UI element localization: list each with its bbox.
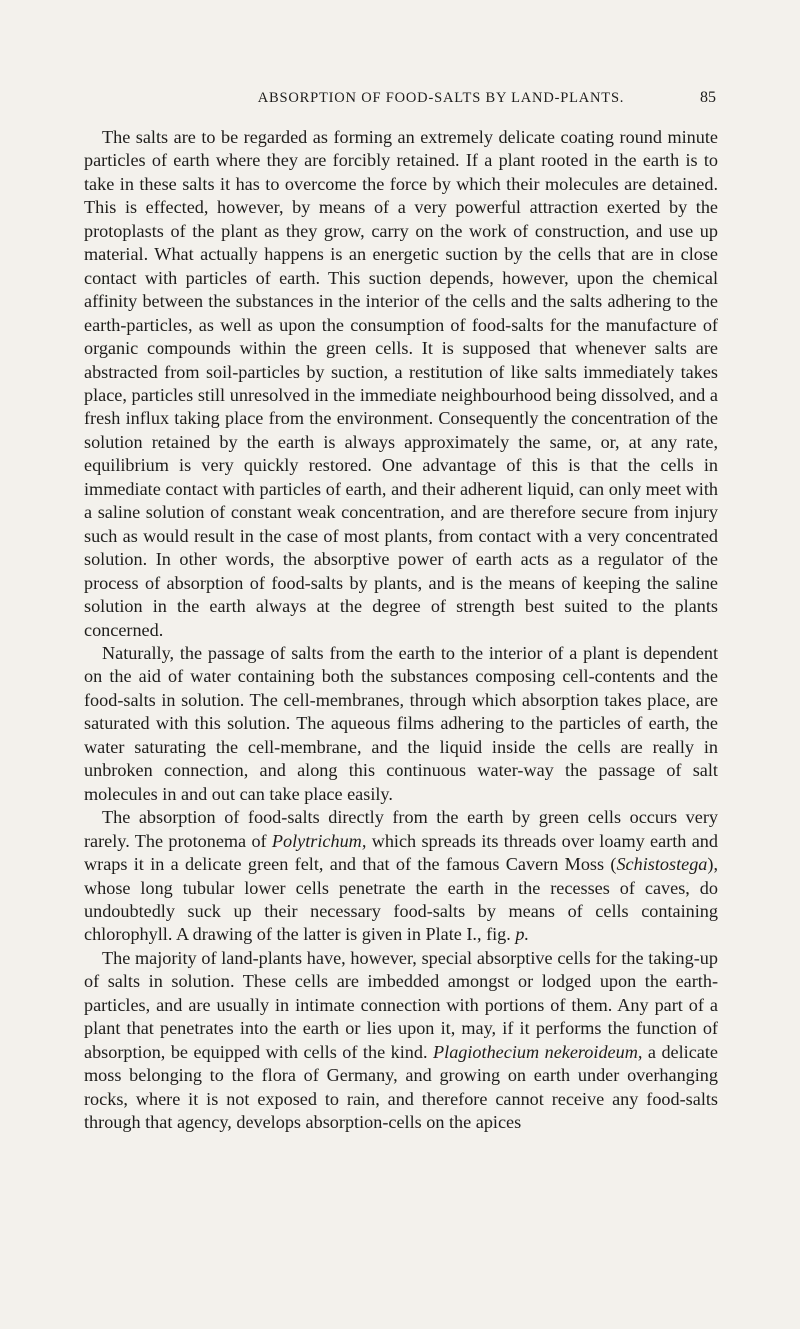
paragraph-1: The salts are to be regarded as forming an extremely delicate coating round minute particles of earth where they are forcibly retained. If a plant rooted in the earth is to take in these salts it has to overcome the force by which their molecules are detained. This is effected, however, by means of a very powerful attraction exerted by the protoplasts of the plant as they grow, carry on the work of construction, and use up material. What actually happens is an energetic suction by the cells that are in close contact with particles of earth. This suction depends, however, upon the chemical affinity between the substances in the interior of the cells and the salts adhering to the earth-particles, as well as upon the consumption of food-salts for the manufacture of organic compounds within the green cells. It is supposed that whenever salts are abstracted from soil-particles by suction, a restitution of like salts immediately takes place, particles still unresolved in the immediate neighbourhood being dissolved, and a fresh influx taking place from the environment. Consequently the concentration of the solution retained by the earth is always approximately the same, or, at any rate, equilibrium is very quickly restored. One advantage of this is that the cells in immediate contact with particles of earth, and their adherent liquid, can only meet with a saline solution of constant weak concentration, and are therefore secure from injury such as would result in the case of most plants, from contact with a very concentrated solution. In other words, the absorptive power of earth acts as a regulator of the process of absorption of food-salts by plants, and is the means of keeping the saline solution in the earth always at the degree of strength best suited to the plants concerned. [84,127,718,640]
paragraph-3-text-c: which spreads its threads over loamy earth and wraps it in a delicate green felt, and that of the famous Cavern Moss ( [84,830,718,875]
page-number: 85 [700,89,716,106]
running-header [122,89,716,115]
paragraph-4-species-plagiothecium: Plagiothecium nekeroideum, [433,1041,643,1062]
running-header-title: ABSORPTION OF FOOD-SALTS BY LAND-PLANTS. [257,90,625,106]
paragraph-3-text-a: The absorption of food-salts directly from the earth by green cells occurs very rarely. The protonema of [84,807,718,851]
paragraph-4 [84,947,718,1135]
paragraph-3-figure-ref: p. [515,924,530,945]
paragraph-3-genus-schistostega: Schistostega [616,854,708,875]
paragraph-3-text-e: ), whose long tubular lower cells penetrate the earth in the recesses of caves, do undoubtedly suck up their necessary food-salts by means of cells containing chlorophyll. A drawing of the latter is given in Plate I., fig. [84,854,718,945]
paragraph-4-text-a: The majority of land-plants have, however, special absorptive cells for the taking-up of salts in solution. These cells are imbedded amongst or lodged upon the earth-particles, and are usually in intimate connection with portions of them. Any part of a plant that penetrates into the earth or lies upon it, may, if it performs the function of absorption, be equipped with cells of the kind. [84,947,718,1062]
paragraph-3 [84,806,718,947]
paragraph-3-genus-polytrichum: Polytrichum, [271,830,367,851]
paragraph-4-text-c: a delicate moss belonging to the flora of Germany, and growing on earth under overhanging rocks, where it is not exposed to rain, and therefore cannot receive any food-salts through that agency, develops absorption-cells on the apices [84,1041,719,1133]
paragraph-2: Naturally, the passage of salts from the earth to the interior of a plant is dependent on the aid of water containing both the substances composing cell-contents and the food-salts in solution. The cell-membranes, through which absorption takes place, are saturated with this solution. The aqueous films adhering to the particles of earth, the water saturating the cell-membrane, and the liquid inside the cells are really in unbroken connection, and along this continuous water-way the passage of salt molecules in and out can take place easily. [84,642,718,804]
body-text [84,126,718,1134]
